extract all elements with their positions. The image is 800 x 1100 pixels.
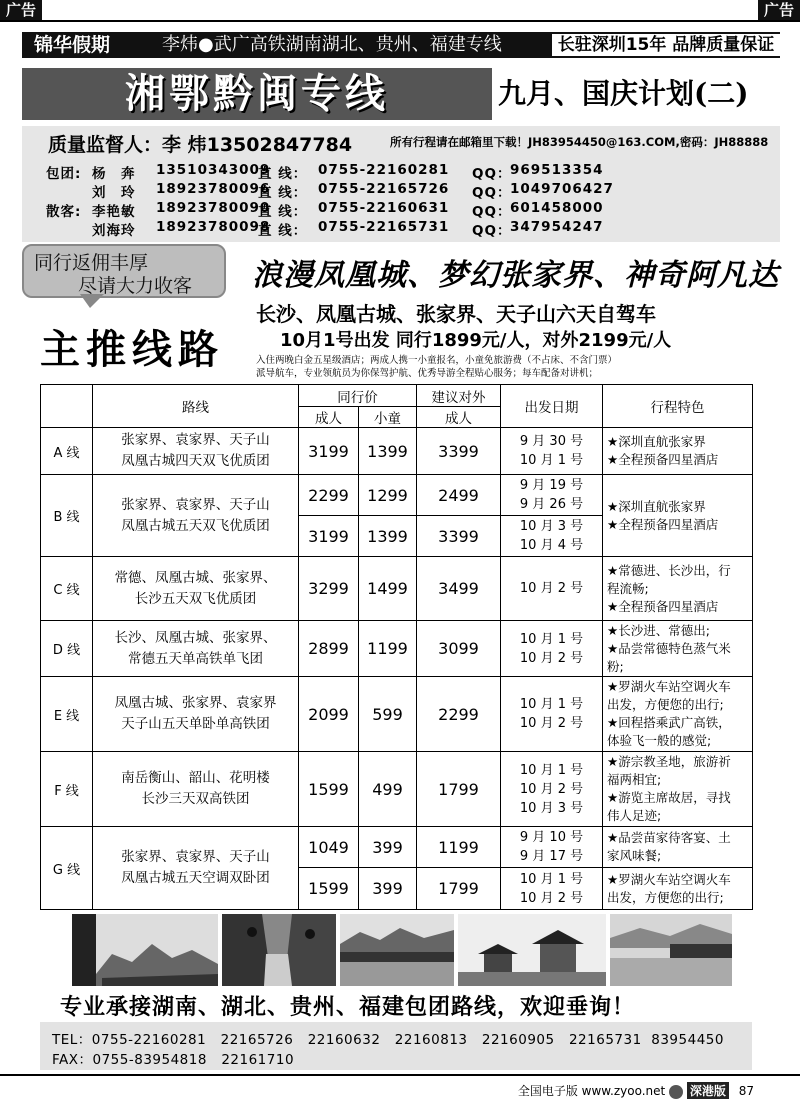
retail-adult-price: 1799: [417, 868, 501, 910]
table-row: [41, 621, 753, 677]
peer-child-price: 399: [359, 827, 417, 868]
peer-adult-price: 2299: [299, 475, 359, 516]
direct-label: 直 线：: [258, 223, 308, 239]
line-code: C 线: [41, 557, 93, 621]
promo-route: 长沙、凤凰古城、张家界、天子山六天自驾车: [256, 302, 656, 326]
promo-title: 浪漫凤凰城、梦幻张家界、神奇阿凡达: [252, 258, 779, 293]
departure-dates: 9 月 10 号 9 月 17 号: [501, 827, 603, 868]
peer-adult-price: 2099: [299, 677, 359, 752]
peer-adult-price: 2899: [299, 621, 359, 677]
contact-mobile: 18923780090: [156, 200, 271, 216]
routes-table: [40, 384, 753, 910]
qq-label: QQ：: [472, 185, 512, 201]
peer-child-price: 1499: [359, 557, 417, 621]
contact-name: 杨 奔: [92, 166, 136, 182]
qq-label: QQ：: [472, 223, 512, 239]
bubble-line-2: 尽请大力收客: [78, 275, 193, 297]
route-features: ★罗湖火车站空调火车 出发，方便您的出行; ★回程搭乘武广高铁， 体验飞一般的感觉;: [603, 677, 753, 752]
line-code: A 线: [41, 428, 93, 475]
route-name: 张家界、袁家界、天子山 凤凰古城四天双飞优质团: [93, 428, 299, 475]
photo-mountain-town: [72, 914, 218, 986]
contact-row: [46, 200, 766, 218]
promo-note: 入住两晚白金五星级酒店；两成人携一小童报名，小童免旅游费（不占床、不含门票）: [256, 355, 618, 366]
bubble-line-1: 同行返佣丰厚: [34, 252, 149, 274]
peer-child-price: 1299: [359, 475, 417, 516]
specialty-lines: 李炜●武广高铁湖南湖北、贵州、福建专线: [162, 34, 502, 55]
route-name: 张家界、袁家界、天子山 凤凰古城五天空调双卧团: [93, 827, 299, 910]
route-features: ★游宗教圣地，旅游祈 福两相宜; ★游览主席故居，寻找 伟人足迹;: [603, 752, 753, 827]
top-divider: [0, 20, 800, 22]
direct-label: 直 线：: [258, 185, 308, 201]
line-code: D 线: [41, 621, 93, 677]
brand-slogan: 长驻深圳15年 品牌质量保证: [552, 34, 780, 56]
contact-name: 刘海玲: [92, 223, 136, 239]
contact-name: 李艳敏: [92, 204, 136, 220]
table-row: [41, 557, 753, 621]
route-name: 长沙、凤凰古城、张家界、 常德五天单高铁单飞团: [93, 621, 299, 677]
retail-adult-price: 3499: [417, 557, 501, 621]
header-feature: 行程特色: [603, 385, 753, 428]
footer-site: 全国电子版 www.zyoo.net: [517, 1084, 666, 1098]
promo-price: 10月1号出发 同行1899元/人，对外2199元/人: [280, 330, 672, 351]
contact-qq: 347954247: [510, 219, 604, 235]
contact-mobile: 18923780098: [156, 219, 271, 235]
peer-adult-price: 3199: [299, 428, 359, 475]
contact-qq: 969513354: [510, 162, 604, 178]
route-name: 南岳衡山、韶山、花明楼 长沙三天双高铁团: [93, 752, 299, 827]
route-features: ★品尝苗家待客宴、土 家风味餐;: [603, 827, 753, 868]
route-features: ★罗湖火车站空调火车 出发，方便您的出行;: [603, 868, 753, 910]
contact-group: 散客:: [46, 204, 82, 220]
edition-badge: 深港版: [687, 1082, 729, 1099]
peer-child-price: 1199: [359, 621, 417, 677]
page-subtitle: 九月、国庆计划(二): [498, 77, 749, 110]
contact-row: [46, 219, 766, 237]
header-child: 小童: [359, 407, 417, 428]
peer-child-price: 1399: [359, 516, 417, 557]
retail-adult-price: 3399: [417, 428, 501, 475]
fax-line: FAX：0755-83954818 22161710: [52, 1052, 295, 1068]
peer-adult-price: 3199: [299, 516, 359, 557]
departure-dates: 10 月 1 号 10 月 2 号 10 月 3 号: [501, 752, 603, 827]
line-code: G 线: [41, 827, 93, 910]
contact-group: 包团:: [46, 166, 82, 182]
photo-riverside-town: [610, 914, 732, 986]
ad-label-right: 广告: [758, 0, 800, 20]
contact-row: [46, 181, 766, 199]
contact-mobile: 18923780096: [156, 181, 271, 197]
bubble-tail: [80, 294, 104, 308]
contact-direct: 0755-22160631: [318, 200, 450, 216]
retail-adult-price: 3099: [417, 621, 501, 677]
publication-logo-icon: [669, 1085, 683, 1099]
header-peer-price: 同行价: [299, 385, 417, 407]
phone-fax-box: [40, 1022, 752, 1070]
route-name: 张家界、袁家界、天子山 凤凰古城五天双飞优质团: [93, 475, 299, 557]
header-adult-retail: 成人: [417, 407, 501, 428]
contact-mobile: 13510343009: [156, 162, 271, 178]
line-code: B 线: [41, 475, 93, 557]
photo-palace-gate: [458, 914, 606, 986]
departure-dates: 10 月 2 号: [501, 557, 603, 621]
retail-adult-price: 3399: [417, 516, 501, 557]
line-code: F 线: [41, 752, 93, 827]
peer-adult-price: 1599: [299, 868, 359, 910]
departure-dates: 10 月 1 号 10 月 2 号: [501, 621, 603, 677]
page-number: 87: [738, 1084, 754, 1098]
route-features: ★深圳直航张家界 ★全程预备四星酒店: [603, 428, 753, 475]
departure-dates: 9 月 30 号 10 月 1 号: [501, 428, 603, 475]
footer-divider: [0, 1074, 800, 1076]
contact-qq: 601458000: [510, 200, 604, 216]
contact-qq: 1049706427: [510, 181, 614, 197]
table-row: [41, 752, 753, 827]
retail-adult-price: 1199: [417, 827, 501, 868]
peer-child-price: 499: [359, 752, 417, 827]
direct-label: 直 线：: [258, 204, 308, 220]
header-blank: [41, 385, 93, 428]
brand-name: 锦华假期: [34, 34, 111, 56]
table-row: [41, 827, 753, 868]
promo-note: 派导航车，专业领航员为你保驾护航、优秀导游全程贴心服务；每车配备对讲机；: [256, 368, 599, 379]
table-row: [41, 428, 753, 475]
qq-label: QQ：: [472, 204, 512, 220]
peer-adult-price: 1599: [299, 752, 359, 827]
group-tour-slogan: 专业承接湖南、湖北、贵州、福建包团路线，欢迎垂询！: [60, 995, 636, 1020]
retail-adult-price: 2299: [417, 677, 501, 752]
peer-child-price: 1399: [359, 428, 417, 475]
route-name: 凤凰古城、张家界、袁家界 天子山五天单卧单高铁团: [93, 677, 299, 752]
route-features: ★深圳直航张家界 ★全程预备四星酒店: [603, 475, 753, 557]
download-note: 所有行程请在邮箱里下载！JH83954450@163.COM,密码：JH88888: [390, 135, 769, 149]
route-name: 常德、凤凰古城、张家界、 长沙五天双飞优质团: [93, 557, 299, 621]
retail-adult-price: 2499: [417, 475, 501, 516]
qq-label: QQ：: [472, 166, 512, 182]
departure-dates: 10 月 3 号 10 月 4 号: [501, 516, 603, 557]
route-features: ★长沙进、常德出; ★品尝常德特色蒸气米 粉;: [603, 621, 753, 677]
contact-row: [46, 162, 766, 180]
tel-line: TEL：0755-22160281 22165726 22160632 22160813 22160905 22165731 83954450: [52, 1032, 724, 1048]
page-title: 湘鄂黔闽专线: [22, 68, 492, 120]
contact-direct: 0755-22165731: [318, 219, 450, 235]
departure-dates: 10 月 1 号 10 月 2 号: [501, 868, 603, 910]
peer-child-price: 399: [359, 868, 417, 910]
table-row: [41, 677, 753, 752]
route-features: ★常德进、长沙出，行 程流畅; ★全程预备四星酒店: [603, 557, 753, 621]
contact-name: 刘 玲: [92, 185, 136, 201]
scenic-photo-strip: [72, 914, 732, 986]
contact-direct: 0755-22160281: [318, 162, 450, 178]
header-route: 路线: [93, 385, 299, 428]
commission-bubble: [22, 244, 226, 298]
line-code: E 线: [41, 677, 93, 752]
departure-dates: 9 月 19 号 9 月 26 号: [501, 475, 603, 516]
featured-routes-heading: 主推线路: [40, 326, 224, 373]
page-footer: [518, 1082, 754, 1099]
contact-direct: 0755-22165726: [318, 181, 450, 197]
header-retail: 建议对外: [417, 385, 501, 407]
photo-river-houses: [340, 914, 454, 986]
direct-label: 直 线：: [258, 166, 308, 182]
peer-child-price: 599: [359, 677, 417, 752]
peer-adult-price: 1049: [299, 827, 359, 868]
ad-label-left: 广告: [0, 0, 42, 20]
quality-supervisor: 质量监督人：李 炜13502847784: [48, 134, 353, 156]
contact-box: [22, 126, 780, 242]
photo-old-street: [222, 914, 336, 986]
peer-adult-price: 3299: [299, 557, 359, 621]
header-adult: 成人: [299, 407, 359, 428]
retail-adult-price: 1799: [417, 752, 501, 827]
table-row: [41, 475, 753, 516]
agency-banner: [22, 32, 780, 58]
header-date: 出发日期: [501, 385, 603, 428]
departure-dates: 10 月 1 号 10 月 2 号: [501, 677, 603, 752]
